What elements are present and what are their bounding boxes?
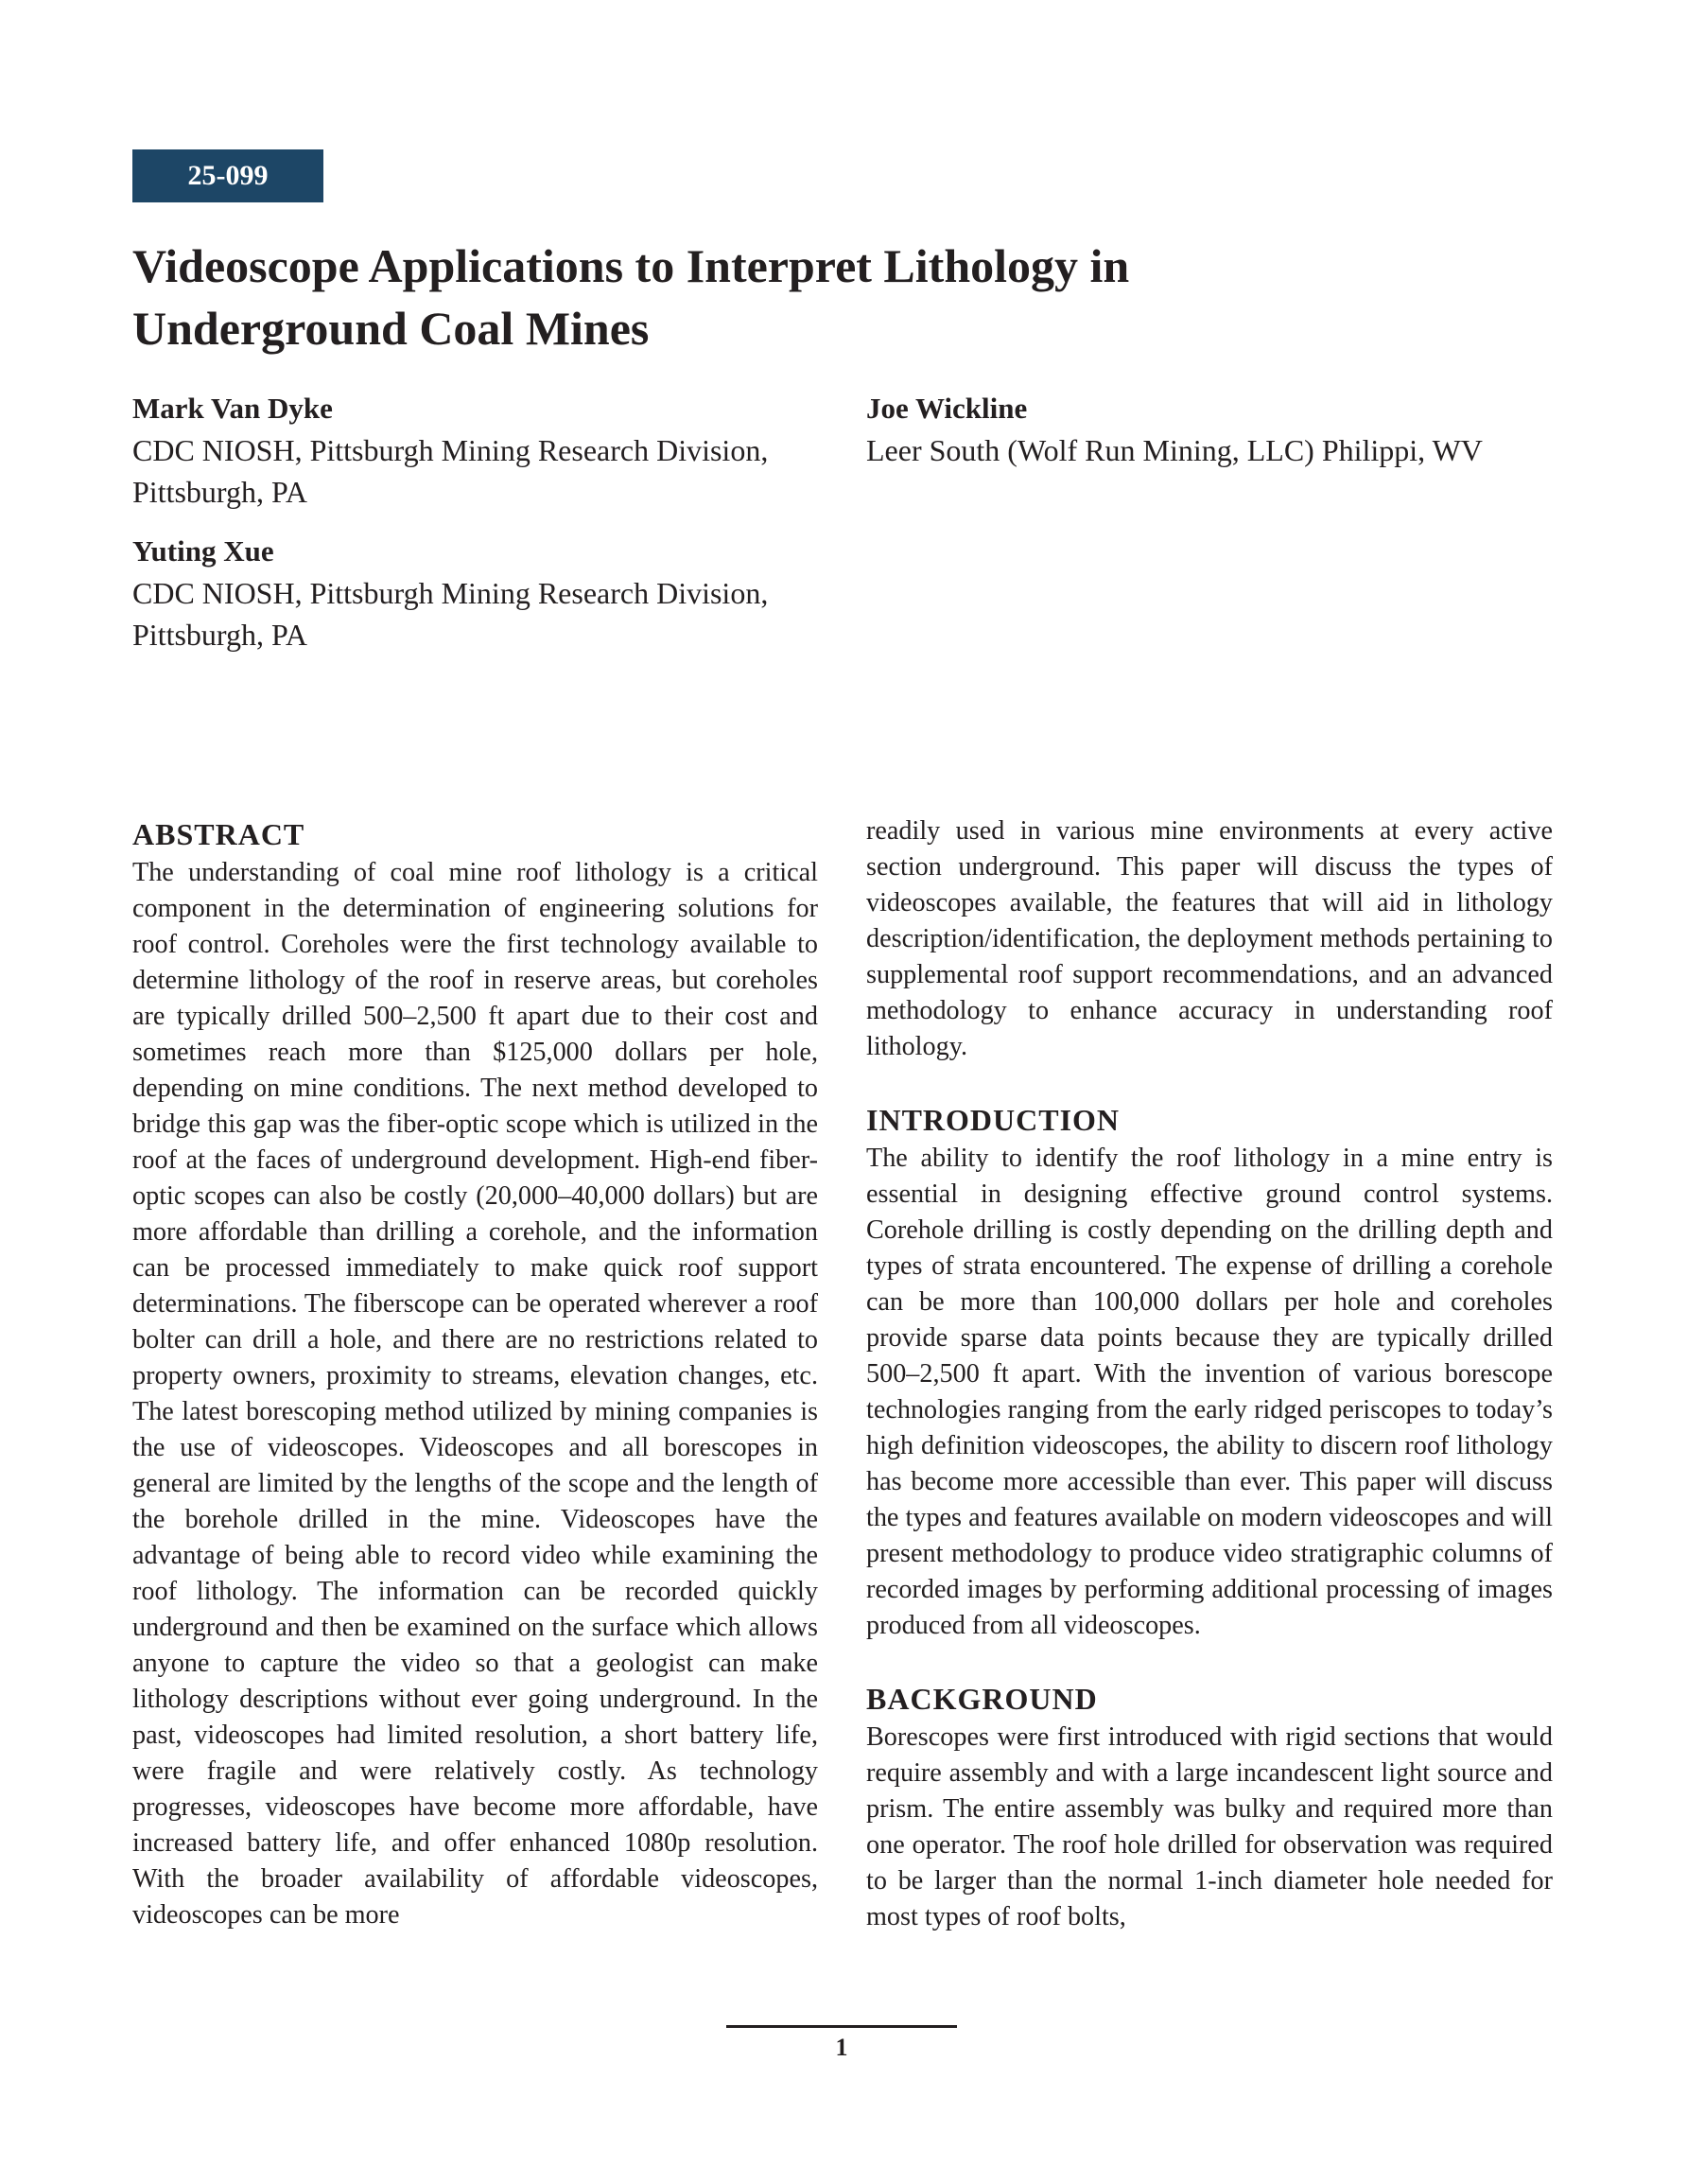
page-number: 1 [835, 2034, 848, 2061]
author-block [132, 388, 851, 513]
abstract-paragraph: The understanding of coal mine roof lithology is a critical component in the determination of engineering solutions for roof control. Coreholes were the first technology available to determine lithology of the roof in reserve areas, but coreholes are typically drilled 500–2,500 ft apart due to their cost and sometimes reach more than $125,000 dollars per hole, depending on mine conditions. The next method developed to bridge this gap was the fiber-optic scope which is utilized in the roof at the faces of underground development. High-end fiber-optic scopes can also be costly (20,000–40,000 dollars) but are more affordable than drilling a corehole, and the information can be processed immediately to make quick roof support determinations. The fiberscope can be operated wherever a roof bolter can drill a hole, and there are no restrictions related to property owners, proximity to streams, elevation changes, etc. The latest borescoping method utilized by mining companies is the use of videoscopes. Videoscopes and all borescopes in general are limited by the lengths of the scope and the length of the borehole drilled in the mine. Videoscopes have the advantage of being able to record video while examining the roof lithology. The information can be recorded quickly underground and then be examined on the surface which allows anyone to capture the video so that a geologist can make lithology descriptions without ever going underground. In the past, videoscopes had limited resolution, a short battery life, were fragile and were relatively costly. As technology progresses, videoscopes have become more affordable, have increased battery life, and offer enhanced 1080p resolution. With the broader availability of affordable videoscopes, videoscopes can be more [132, 858, 818, 1930]
introduction-paragraph: The ability to identify the roof lithology in a mine entry is essential in designing effective ground control systems. Corehole drilling is costly depending on the drilling depth and types of strata encountered. The expense of drilling a corehole can be more than 100,000 dollars per hole and coreholes provide sparse data points because they are typically drilled 500–2,500 ft apart. With the invention of various borescope technologies ranging from the early ridged periscopes to today’s high definition videoscopes, the ability to discern roof lithology has become more accessible than ever. This paper will discuss the types and features available on modern videoscopes and will present methodology to produce video stratigraphic columns of recorded images by performing additional processing of images produced from all videoscopes. [866, 1144, 1553, 1640]
author-block [866, 388, 1604, 471]
footer-divider [726, 2025, 957, 2028]
author-affiliation: Leer South (Wolf Run Mining, LLC) Philippi, WV [866, 433, 1483, 467]
author-affiliation: Pittsburgh, PA [132, 475, 307, 509]
author-name: Yuting Xue [132, 534, 274, 568]
author-name: Mark Van Dyke [132, 392, 333, 425]
author-affiliation: CDC NIOSH, Pittsburgh Mining Research Division, [132, 433, 769, 467]
paper-id-badge: 25-099 [132, 149, 323, 202]
abstract-heading: ABSTRACT [132, 817, 305, 851]
right-column [866, 813, 1553, 1935]
abstract-paragraph-continued: readily used in various mine environments at every active section underground. This paper will discuss the types of videoscopes available, the features that will aid in lithology description/identification, the deployment methods pertaining to supplemental roof support recommendations, and an advanced methodology to enhance accuracy in understanding roof lithology. [866, 816, 1553, 1061]
author-block [132, 531, 851, 655]
author-affiliation: Pittsburgh, PA [132, 618, 307, 652]
introduction-heading: INTRODUCTION [866, 1103, 1121, 1137]
paper-title [132, 235, 1362, 359]
background-heading: BACKGROUND [866, 1682, 1098, 1716]
author-affiliation: CDC NIOSH, Pittsburgh Mining Research Division, [132, 576, 769, 610]
paper-title-line-2: Underground Coal Mines [132, 302, 650, 355]
background-paragraph: Borescopes were first introduced with rigid sections that would require assembly and with a large incandescent light source and prism. The entire assembly was bulky and required more than one operator. The roof hole drilled for observation was required to be larger than the normal 1-inch diameter hole needed for most types of roof bolts, [866, 1722, 1553, 1931]
paper-title-line-1: Videoscope Applications to Interpret Lithology in [132, 239, 1130, 292]
left-column [132, 813, 818, 1933]
author-name: Joe Wickline [866, 392, 1028, 425]
